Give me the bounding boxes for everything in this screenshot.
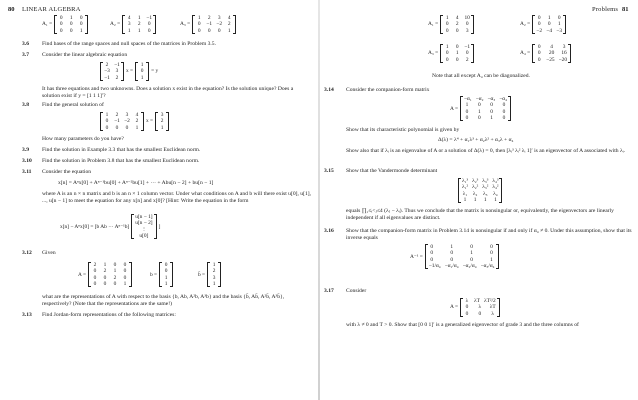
- matrix-entry: 0: [69, 27, 73, 34]
- matrix-row: [464, 115, 507, 121]
- matrix-entry: −1: [146, 15, 153, 21]
- matrix-entry: 3: [160, 112, 164, 118]
- matrix-entry: 3: [562, 44, 566, 50]
- matrix-entry: 3: [465, 27, 469, 34]
- matrix-entry: −α₃/α₄: [480, 262, 495, 269]
- matrix-entry: 0: [103, 274, 107, 281]
- coefficient-matrix: [100, 62, 124, 81]
- matrix-entry: 2: [103, 268, 107, 275]
- problem-text: where A is an n × n matrix and b is an n × 1 column vector. Under what conditions on A and b will there exist u[0], u[1], ..., u[n − 1] to meet the equation for any x[n] and x[0]? [Hint: Write the equation in the form: [42, 191, 312, 204]
- matrix-entry: 0: [207, 27, 211, 34]
- matrix-entry: 2: [455, 21, 459, 28]
- problem-number: 3.13: [22, 312, 32, 318]
- problem-text: It has three equations and two unknowns. Does a solution x exist in the equation? Is the solution unique? Does a solution exist if y = [1 1 1]′?: [42, 86, 294, 99]
- matrix-entry: 1: [445, 44, 449, 50]
- matrix-entry: 0: [123, 262, 127, 268]
- matrix-entry: 2: [105, 62, 109, 68]
- matrix-entry: λ: [478, 304, 482, 311]
- matrix-label: b =: [150, 271, 158, 278]
- matrix-entry: 0: [455, 56, 459, 63]
- equation-3-11: x[n] = Aⁿx[0] + Aⁿ⁻¹bu[0] + Aⁿ⁻²bu[1] + ··· + Abu[n − 2] + bu[n − 1]: [58, 180, 214, 186]
- matrix-entry: 2: [207, 15, 211, 21]
- matrix-entry: −1: [114, 118, 120, 125]
- matrix-row: [444, 28, 470, 34]
- matrix-entry: −25: [546, 56, 555, 63]
- matrix-entry: 0: [105, 118, 109, 125]
- matrix-entry: 0: [465, 50, 469, 57]
- matrix-entry: 4: [227, 15, 231, 21]
- matrix-entry: 0: [465, 114, 469, 121]
- matrix-entry: u[0]: [139, 232, 149, 239]
- matrix-entry: 0: [79, 15, 83, 21]
- matrix-a1: [428, 15, 474, 34]
- matrix-entry: 1: [494, 196, 497, 203]
- matrix-row: [536, 57, 567, 63]
- matrix-entry: 0: [69, 21, 73, 28]
- matrix-entry: 0: [445, 56, 449, 63]
- matrix-entry: λ₃: [483, 190, 488, 197]
- matrix-row: [139, 75, 145, 81]
- matrix-entry: λ₃²: [482, 184, 489, 191]
- problem-number: 3.11: [22, 169, 32, 175]
- matrix-entry: 1: [137, 15, 141, 21]
- matrix-entry: 1: [197, 15, 201, 21]
- matrix-entry: λ₂: [472, 190, 478, 197]
- matrix-entry: 0: [217, 27, 221, 34]
- matrix-entry: 3: [212, 274, 216, 281]
- matrix-entry: 0: [490, 108, 493, 115]
- right-page: [320, 0, 638, 400]
- matrix-entry: 3: [115, 68, 119, 75]
- matrix-entry: 1: [473, 196, 477, 203]
- matrix-a: [78, 262, 132, 287]
- problem-number: 3.7: [22, 52, 29, 58]
- equation-3-8: [100, 112, 169, 131]
- matrix-entry: 0: [430, 256, 434, 263]
- matrix-row: [58, 28, 84, 34]
- matrix-entry: λ₄²: [492, 184, 499, 191]
- char-polynomial: Δ(λ) = λ⁴ + α₁λ³ + α₂λ² + α₃λ + α₄: [438, 137, 514, 143]
- matrix-entry: 1: [465, 102, 469, 109]
- matrix-entry: 1: [140, 74, 144, 81]
- matrix-label: A₃ =: [180, 21, 191, 28]
- problem-text: Find bases of the range spaces and null spaces of the matrices in Problem 3.5.: [42, 41, 216, 47]
- matrix-row: [126, 28, 152, 34]
- matrix-label: A =: [450, 105, 458, 112]
- matrix-label: A⁻¹ =: [410, 253, 423, 260]
- matrix-entry: u[n − 2]: [135, 220, 153, 227]
- matrix-body: [532, 44, 571, 63]
- matrix-entry: 0: [123, 268, 127, 275]
- matrix-entry: 0: [59, 27, 63, 34]
- matrix-row: [444, 57, 470, 63]
- matrix-entry: −α₃: [487, 96, 496, 102]
- matrix-entry: λ₁²: [462, 184, 469, 191]
- problem-text: Find Jordan-form representations of the following matrices:: [42, 312, 176, 318]
- problem-text: Find the solution in Problem 3.8 that has the smallest Euclidean norm.: [42, 158, 200, 164]
- matrix-entry: 3: [125, 112, 129, 118]
- matrix-entry: 1: [547, 15, 551, 21]
- matrix-entry: 1: [160, 124, 164, 131]
- matrix-entry: −α₂/α₄: [462, 262, 477, 269]
- matrix-entry: −1: [464, 44, 471, 50]
- problem-text: Show that the Vandermonde determinant: [346, 168, 438, 174]
- matrix-entry: ⋮: [141, 226, 147, 233]
- matrix-entry: 0: [557, 15, 561, 21]
- matrix-entry: 0: [445, 50, 449, 57]
- matrix-entry: 1: [164, 280, 168, 287]
- matrix-row: [211, 281, 217, 287]
- matrix-entry: 0: [455, 27, 459, 34]
- matrix-entry: 0: [103, 280, 107, 287]
- matrix-entry: λ₃³: [482, 178, 489, 184]
- problem-number: 3.14: [324, 87, 334, 93]
- matrix-entry: 1: [123, 280, 127, 287]
- matrix-entry: 0: [478, 310, 482, 317]
- matrix-label: A₂ =: [110, 21, 121, 28]
- matrix-entry: 2: [160, 118, 164, 125]
- matrix-row: [92, 281, 128, 287]
- problem-text: Consider the equation: [42, 169, 92, 175]
- matrix-entry: 0: [123, 274, 127, 281]
- vandermonde-body: [458, 178, 502, 203]
- matrix-entry: 0: [465, 310, 469, 317]
- problem-text: Show that the companion-form matrix in Problem 3.14 is nonsingular if and only if α₄ ≠ 0. Under this assumption, show that its inverse equals: [346, 228, 632, 241]
- matrix-entry: −3: [104, 68, 110, 75]
- matrix-entry: 1: [140, 62, 144, 68]
- matrix-a2: [520, 15, 566, 34]
- matrix-entry: 1: [477, 108, 481, 115]
- problem-number: 3.15: [324, 168, 334, 174]
- matrix-entry: 0: [470, 244, 473, 250]
- matrix-entry: −α₁: [463, 96, 472, 102]
- matrix-entry: 1: [127, 27, 131, 34]
- matrix-entry: 0: [164, 262, 168, 268]
- matrix-entry: 0: [445, 27, 449, 34]
- matrix-entry: −α₁/α₄: [444, 262, 459, 269]
- equation-var: x =: [126, 68, 134, 75]
- inverse-matrix: [410, 244, 499, 269]
- matrix-entry: 2: [465, 56, 469, 63]
- matrix-entry: 0: [93, 268, 97, 275]
- matrix-entry: 0: [125, 124, 129, 131]
- equation-3-11-form: [60, 214, 160, 239]
- matrix-entry: 0: [477, 114, 481, 121]
- matrix-label: A₁ =: [42, 21, 53, 28]
- problem-text: Consider the linear algebraic equation: [42, 52, 128, 58]
- matrix-entry: 0: [59, 15, 63, 21]
- matrix-label: A₁ =: [428, 21, 439, 28]
- companion-matrix: [450, 96, 511, 121]
- matrix-row: [464, 311, 496, 317]
- matrix-entry: 0: [59, 21, 63, 28]
- rhs-vector: [135, 62, 149, 81]
- matrix-entry: −α₄: [499, 96, 507, 102]
- problem-text: equals ∏₁≤ᵢ<ⱼ≤4 (λⱼ − λᵢ). Thus we conclude that the matrix is nonsingular or, equivalently, the eigenvectors are linearly independent if all eigenvalues are distinct.: [346, 208, 614, 221]
- problem-text: Show that its characteristic polynomial is given by: [346, 127, 460, 133]
- matrix-a1: [42, 15, 88, 34]
- matrix-entry: 1: [103, 262, 107, 268]
- matrix-entry: −1: [206, 21, 213, 28]
- running-head: Problems: [592, 6, 619, 13]
- matrix-entry: 2: [115, 112, 119, 118]
- matrix-entry: 0: [465, 108, 469, 115]
- matrix-body: [440, 15, 474, 34]
- matrix-entry: 0: [490, 102, 493, 109]
- matrix-entry: −2: [536, 27, 543, 34]
- matrix-entry: λ₄³: [492, 178, 499, 184]
- matrix-entry: λT²/2: [483, 298, 496, 304]
- matrix-entry: λ₁³: [462, 178, 469, 184]
- matrix-row: [536, 28, 562, 34]
- matrix-entry: 0: [105, 124, 109, 131]
- matrix-entry: 0: [450, 250, 454, 257]
- matrix-entry: 20: [548, 50, 555, 57]
- matrix-entry: 0: [164, 268, 168, 275]
- matrix-entry: −3: [556, 27, 563, 34]
- matrix-entry: 3: [217, 15, 221, 21]
- equation-rhs: = y: [151, 68, 159, 75]
- vector-b: [150, 262, 173, 287]
- matrix-entry: −α₂: [475, 96, 484, 102]
- matrix-body: [88, 262, 132, 287]
- matrix-entry: 0: [197, 27, 201, 34]
- matrix-entry: −1: [104, 74, 110, 81]
- matrix-body: [122, 15, 156, 34]
- matrix-body: [54, 15, 88, 34]
- equation-lhs: x[n] − Aⁿx[0] = [b Ab ··· Aⁿ⁻¹b]: [60, 223, 130, 230]
- matrix-entry: 2: [93, 262, 97, 268]
- matrix-entry: 1: [137, 27, 141, 34]
- matrix-entry: 2: [212, 268, 216, 275]
- problem-number: 3.12: [22, 250, 32, 256]
- problem-text: what are the representations of A with respect to the basis {b, Ab, A²b, A³b} and the basis {b̄, Ab̄, A²b̄, A³b̄}, respectively? (Note that the representations are the same!): [42, 294, 285, 307]
- matrix-entry: 1: [227, 27, 231, 34]
- matrix-entry: −20: [558, 56, 568, 63]
- note-text: Note that all except A₄ can be diagonalized.: [432, 73, 530, 79]
- matrix-entry: 1: [212, 280, 216, 287]
- problem-number: 3.17: [324, 288, 334, 294]
- matrix-entry: 0: [490, 244, 493, 250]
- matrix-entry: 1: [455, 50, 459, 57]
- matrix-entry: λ₁: [462, 190, 468, 197]
- matrix-body: [159, 262, 173, 287]
- closing-bracket: ]: [158, 223, 161, 230]
- matrix-entry: 2: [137, 21, 141, 28]
- matrix-entry: 16: [561, 50, 567, 57]
- problem-number: 3.9: [22, 147, 29, 153]
- matrix-body: [460, 298, 500, 317]
- matrix-entry: 2: [135, 118, 139, 125]
- matrix-entry: λ₂³: [472, 178, 479, 184]
- matrix-entry: −1: [114, 62, 120, 68]
- matrix-entry: u[n − 1]: [135, 214, 153, 220]
- matrix-a2: [110, 15, 156, 34]
- problem-text: Given: [42, 250, 56, 256]
- matrix-body: [207, 262, 221, 287]
- matrix-entry: 0: [455, 44, 459, 50]
- matrix-body: [425, 244, 499, 269]
- matrix-label: A₄ =: [520, 50, 531, 57]
- matrix-entry: 0: [113, 262, 117, 268]
- matrix-row: [429, 263, 495, 269]
- matrix-label: A =: [78, 271, 86, 278]
- matrix-entry: 1: [450, 244, 454, 250]
- matrix-entry: 0: [547, 21, 551, 28]
- matrix-entry: 0: [502, 108, 506, 115]
- matrix-entry: 1: [105, 112, 109, 118]
- matrix-entry: 0: [79, 21, 83, 28]
- matrix-body: [460, 96, 511, 121]
- matrix-row: [159, 125, 165, 131]
- problem-text: with λ ≠ 0 and T > 0. Show that [0 0 1]′ is a generalized eigenvector of grade 3 and the three columns of: [346, 322, 579, 328]
- matrix-row: [104, 125, 140, 131]
- problem-text: Find the solution in Example 3.3 that has the smallest Euclidean norm.: [42, 147, 201, 153]
- matrix-entry: 0: [537, 56, 541, 63]
- matrix-entry: 0: [450, 256, 454, 263]
- matrix-a3: [428, 44, 474, 63]
- matrix-row: [196, 28, 232, 34]
- problem-number: 3.16: [324, 228, 334, 234]
- matrix-entry: 0: [113, 280, 117, 287]
- matrix-row: [104, 75, 120, 81]
- input-vector: [131, 214, 156, 239]
- matrix-entry: 1: [135, 124, 139, 131]
- matrix-entry: 1: [445, 15, 449, 21]
- matrix-a3: [180, 15, 236, 34]
- matrix-entry: 2: [115, 74, 119, 81]
- matrix-entry: 0: [430, 250, 434, 257]
- problem-text: Consider: [346, 288, 367, 294]
- matrix-entry: −2: [216, 21, 223, 28]
- matrix-entry: 0: [147, 27, 151, 34]
- problem-number: 3.8: [22, 102, 29, 108]
- vector-b-bar: [198, 262, 221, 287]
- matrix-entry: 0: [147, 21, 151, 28]
- matrix-entry: 0: [197, 21, 201, 28]
- matrix-entry: 0: [477, 102, 481, 109]
- equation-3-7: [100, 62, 158, 81]
- matrix-row: [135, 233, 152, 239]
- matrix-entry: 1: [164, 274, 168, 281]
- matrix-entry: λ: [465, 298, 469, 304]
- matrix-entry: 0: [502, 102, 506, 109]
- coefficient-matrix: [100, 112, 144, 131]
- matrix-label: A₃ =: [428, 50, 439, 57]
- matrix-entry: 4: [135, 112, 139, 118]
- matrix-entry: 1: [212, 262, 216, 268]
- matrix-entry: 1: [490, 114, 493, 121]
- matrix-entry: 0: [537, 44, 541, 50]
- matrix-entry: −1/α₄: [428, 262, 441, 269]
- matrix-body: [532, 15, 566, 34]
- matrix-entry: λ: [491, 310, 495, 317]
- matrix-entry: 0: [115, 124, 119, 131]
- rhs-vector: [155, 112, 169, 131]
- problem-text: Find the general solution of: [42, 102, 104, 108]
- matrix-entry: 0: [93, 274, 97, 281]
- vandermonde-matrix: [458, 178, 502, 203]
- matrix-label: A =: [450, 304, 458, 311]
- matrix-entry: 1: [463, 196, 467, 203]
- matrix-entry: 2: [113, 274, 117, 281]
- page-number: 80: [8, 6, 15, 13]
- matrix-entry: λT: [489, 304, 496, 311]
- matrix-entry: 0: [537, 50, 541, 57]
- matrix-entry: 4: [127, 15, 131, 21]
- matrix-entry: 0: [140, 68, 144, 75]
- matrix-entry: λ₂²: [472, 184, 479, 191]
- matrix-entry: 1: [483, 196, 487, 203]
- matrix-entry: 1: [79, 27, 83, 34]
- matrix-body: [440, 44, 474, 63]
- matrix-entry: 2: [227, 21, 231, 28]
- matrix-entry: 0: [470, 256, 473, 263]
- matrix-entry: 0: [93, 280, 97, 287]
- problem-text: Show also that if λᵢ is an eigenvalue of A or a solution of Δ(λ) = 0, then [λᵢ³ λᵢ² λᵢ 1]′ is an eigenvector of A associated with λᵢ.: [346, 148, 626, 154]
- matrix-entry: 3: [127, 21, 131, 28]
- matrix-entry: 1: [470, 250, 473, 257]
- running-head: LINEAR ALGEBRA: [22, 6, 81, 13]
- matrix-entry: −2: [124, 118, 130, 125]
- problem-number: 3.6: [22, 41, 29, 47]
- matrix-entry: 4: [550, 44, 553, 50]
- matrix-entry: 1: [557, 21, 561, 28]
- matrix-entry: 1: [490, 256, 493, 263]
- matrix-entry: λ₄: [493, 190, 498, 197]
- matrix-entry: 0: [537, 15, 541, 21]
- left-page: [0, 0, 318, 400]
- matrix-entry: 0: [490, 250, 493, 257]
- matrix-entry: 4: [455, 15, 459, 21]
- matrix-entry: −4: [546, 27, 553, 34]
- matrix-entry: 0: [502, 114, 506, 121]
- equation-var: x =: [146, 118, 154, 125]
- matrix-a: [450, 298, 500, 317]
- matrix-entry: 1: [69, 15, 73, 21]
- problem-text: Consider the companion-form matrix: [346, 87, 430, 93]
- page-number: 81: [622, 6, 629, 13]
- problem-text: How many parameters do you have?: [42, 136, 124, 142]
- matrix-entry: 0: [537, 21, 541, 28]
- matrix-entry: λT: [474, 298, 480, 304]
- matrix-entry: 0: [465, 304, 469, 311]
- problem-number: 3.10: [22, 158, 32, 164]
- matrix-entry: 0: [445, 21, 449, 28]
- matrix-entry: 10: [464, 15, 470, 21]
- matrix-entry: 1: [113, 268, 117, 275]
- matrix-body: [192, 15, 236, 34]
- matrix-entry: 0: [465, 21, 469, 28]
- matrix-row: [163, 281, 169, 287]
- matrix-label: A₂ =: [520, 21, 531, 28]
- matrix-row: [462, 197, 498, 203]
- matrix-entry: 0: [430, 244, 434, 250]
- matrix-label: b̄ =: [198, 271, 206, 278]
- matrix-a4: [520, 44, 571, 63]
